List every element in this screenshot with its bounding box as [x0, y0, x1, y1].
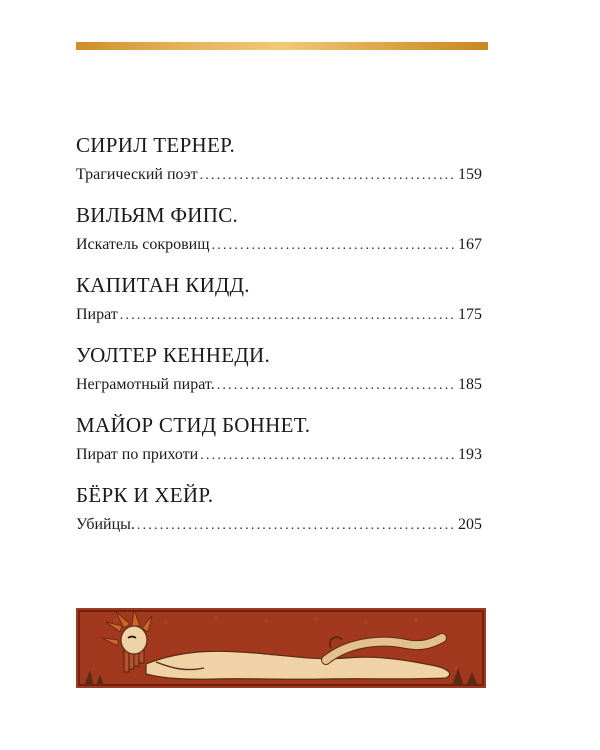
toc-entry[interactable]: [76, 202, 482, 257]
toc-entry-subtitle: Убийцы.: [76, 516, 135, 533]
toc-entry-line: [76, 514, 482, 537]
toc-entry-line: [76, 164, 482, 187]
toc-entry[interactable]: [76, 272, 482, 327]
faun-head: [121, 626, 147, 654]
toc-entry[interactable]: [76, 412, 482, 467]
toc-entry-title: КАПИТАН КИДД.: [76, 273, 250, 297]
decorative-gold-rule: [76, 42, 488, 50]
toc-entry[interactable]: [76, 132, 482, 187]
dot-leader: [120, 305, 456, 327]
dot-leader: [217, 375, 456, 397]
faun-vignette-illustration: [76, 608, 486, 688]
toc-entry[interactable]: [76, 342, 482, 397]
dot-leader: [212, 235, 456, 257]
dot-leader: [200, 165, 456, 187]
toc-entry-subtitle: Пират по прихоти: [76, 446, 199, 463]
dot-leader: [137, 515, 456, 537]
toc-entry-line: [76, 374, 482, 397]
toc-entry[interactable]: [76, 482, 482, 537]
toc-entry-subtitle: Неграмотный пират.: [76, 376, 215, 393]
toc-page-number: 205: [458, 516, 482, 533]
toc-entry-line: [76, 444, 482, 467]
dot-leader: [200, 445, 456, 467]
toc-page-number: 185: [458, 376, 482, 393]
table-of-contents: [76, 132, 482, 552]
toc-entry-line: [76, 304, 482, 327]
toc-entry-subtitle: Трагический поэт: [76, 166, 198, 183]
toc-entry-subtitle: Искатель сокровищ: [76, 236, 210, 253]
toc-entry-subtitle: Пират: [76, 306, 118, 323]
toc-entry-line: [76, 234, 482, 257]
toc-entry-title: ВИЛЬЯМ ФИПС.: [76, 203, 239, 227]
toc-page-number: 175: [458, 306, 482, 323]
toc-entry-title: СИРИЛ ТЕРНЕР.: [76, 133, 236, 157]
toc-entry-title: БЁРК И ХЕЙР.: [76, 483, 214, 507]
toc-entry-title: УОЛТЕР КЕННЕДИ.: [76, 343, 271, 367]
toc-page-number: 193: [458, 446, 482, 463]
toc-entry-title: МАЙОР СТИД БОННЕТ.: [76, 413, 311, 437]
toc-page-number: 159: [458, 166, 482, 183]
toc-page-number: 167: [458, 236, 482, 253]
